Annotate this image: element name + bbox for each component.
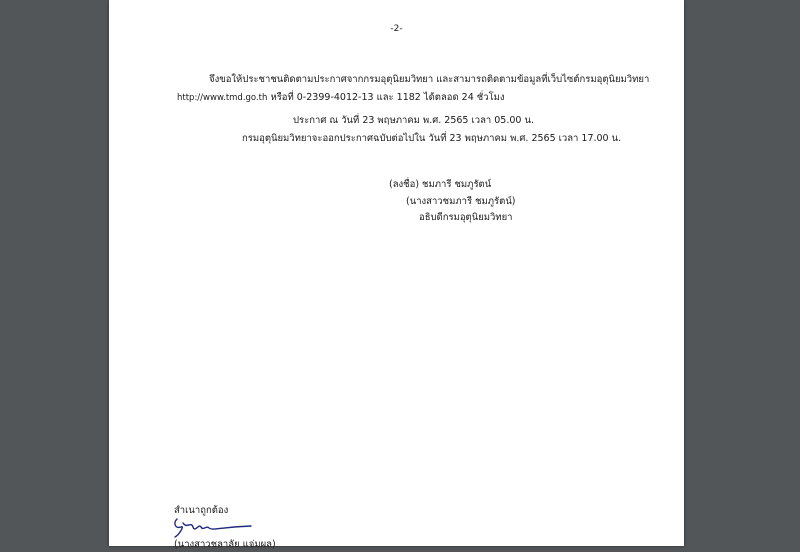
certified-copy-label: สำเนาถูกต้อง (174, 505, 229, 516)
signatory-full-name: (นางสาวชมภารี ชมภูรัตน์) (406, 196, 516, 207)
certified-copy-name: (นางสาวชลาลัย แจ่มผล) (174, 539, 276, 550)
page-number: -2- (390, 24, 403, 34)
website-url[interactable]: http://www.tmd.go.th (177, 93, 268, 103)
announce-date: ประกาศ ณ วันที่ 23 พฤษภาคม พ.ศ. 2565 เวลา 05.00 น. (293, 115, 534, 126)
viewer-background-left (0, 0, 109, 546)
paragraph-line-2 (177, 90, 505, 105)
signature-line: (ลงชื่อ) ชมภารี ชมภูรัตน์ (389, 179, 492, 190)
next-issue-notice: กรมอุตุนิยมวิทยาจะออกประกาศฉบับต่อไปใน วันที่ 23 พฤษภาคม พ.ศ. 2565 เวลา 17.00 น. (242, 133, 622, 144)
paragraph-line-2-text: หรือที่ 0-2399-4012-13 และ 1182 ได้ตลอด 24 ชั่วโมง (270, 92, 505, 103)
document-page (109, 0, 684, 550)
paragraph-line-1: จึงขอให้ประชาชนติดตามประกาศจากกรมอุตุนิยมวิทยา และสามารถติดตามข้อมูลที่เว็บไซต์กรมอุตุนิยมวิทยา (209, 74, 650, 85)
signatory-title: อธิบดีกรมอุตุนิยมวิทยา (419, 212, 513, 223)
viewer-background-right (684, 0, 800, 546)
